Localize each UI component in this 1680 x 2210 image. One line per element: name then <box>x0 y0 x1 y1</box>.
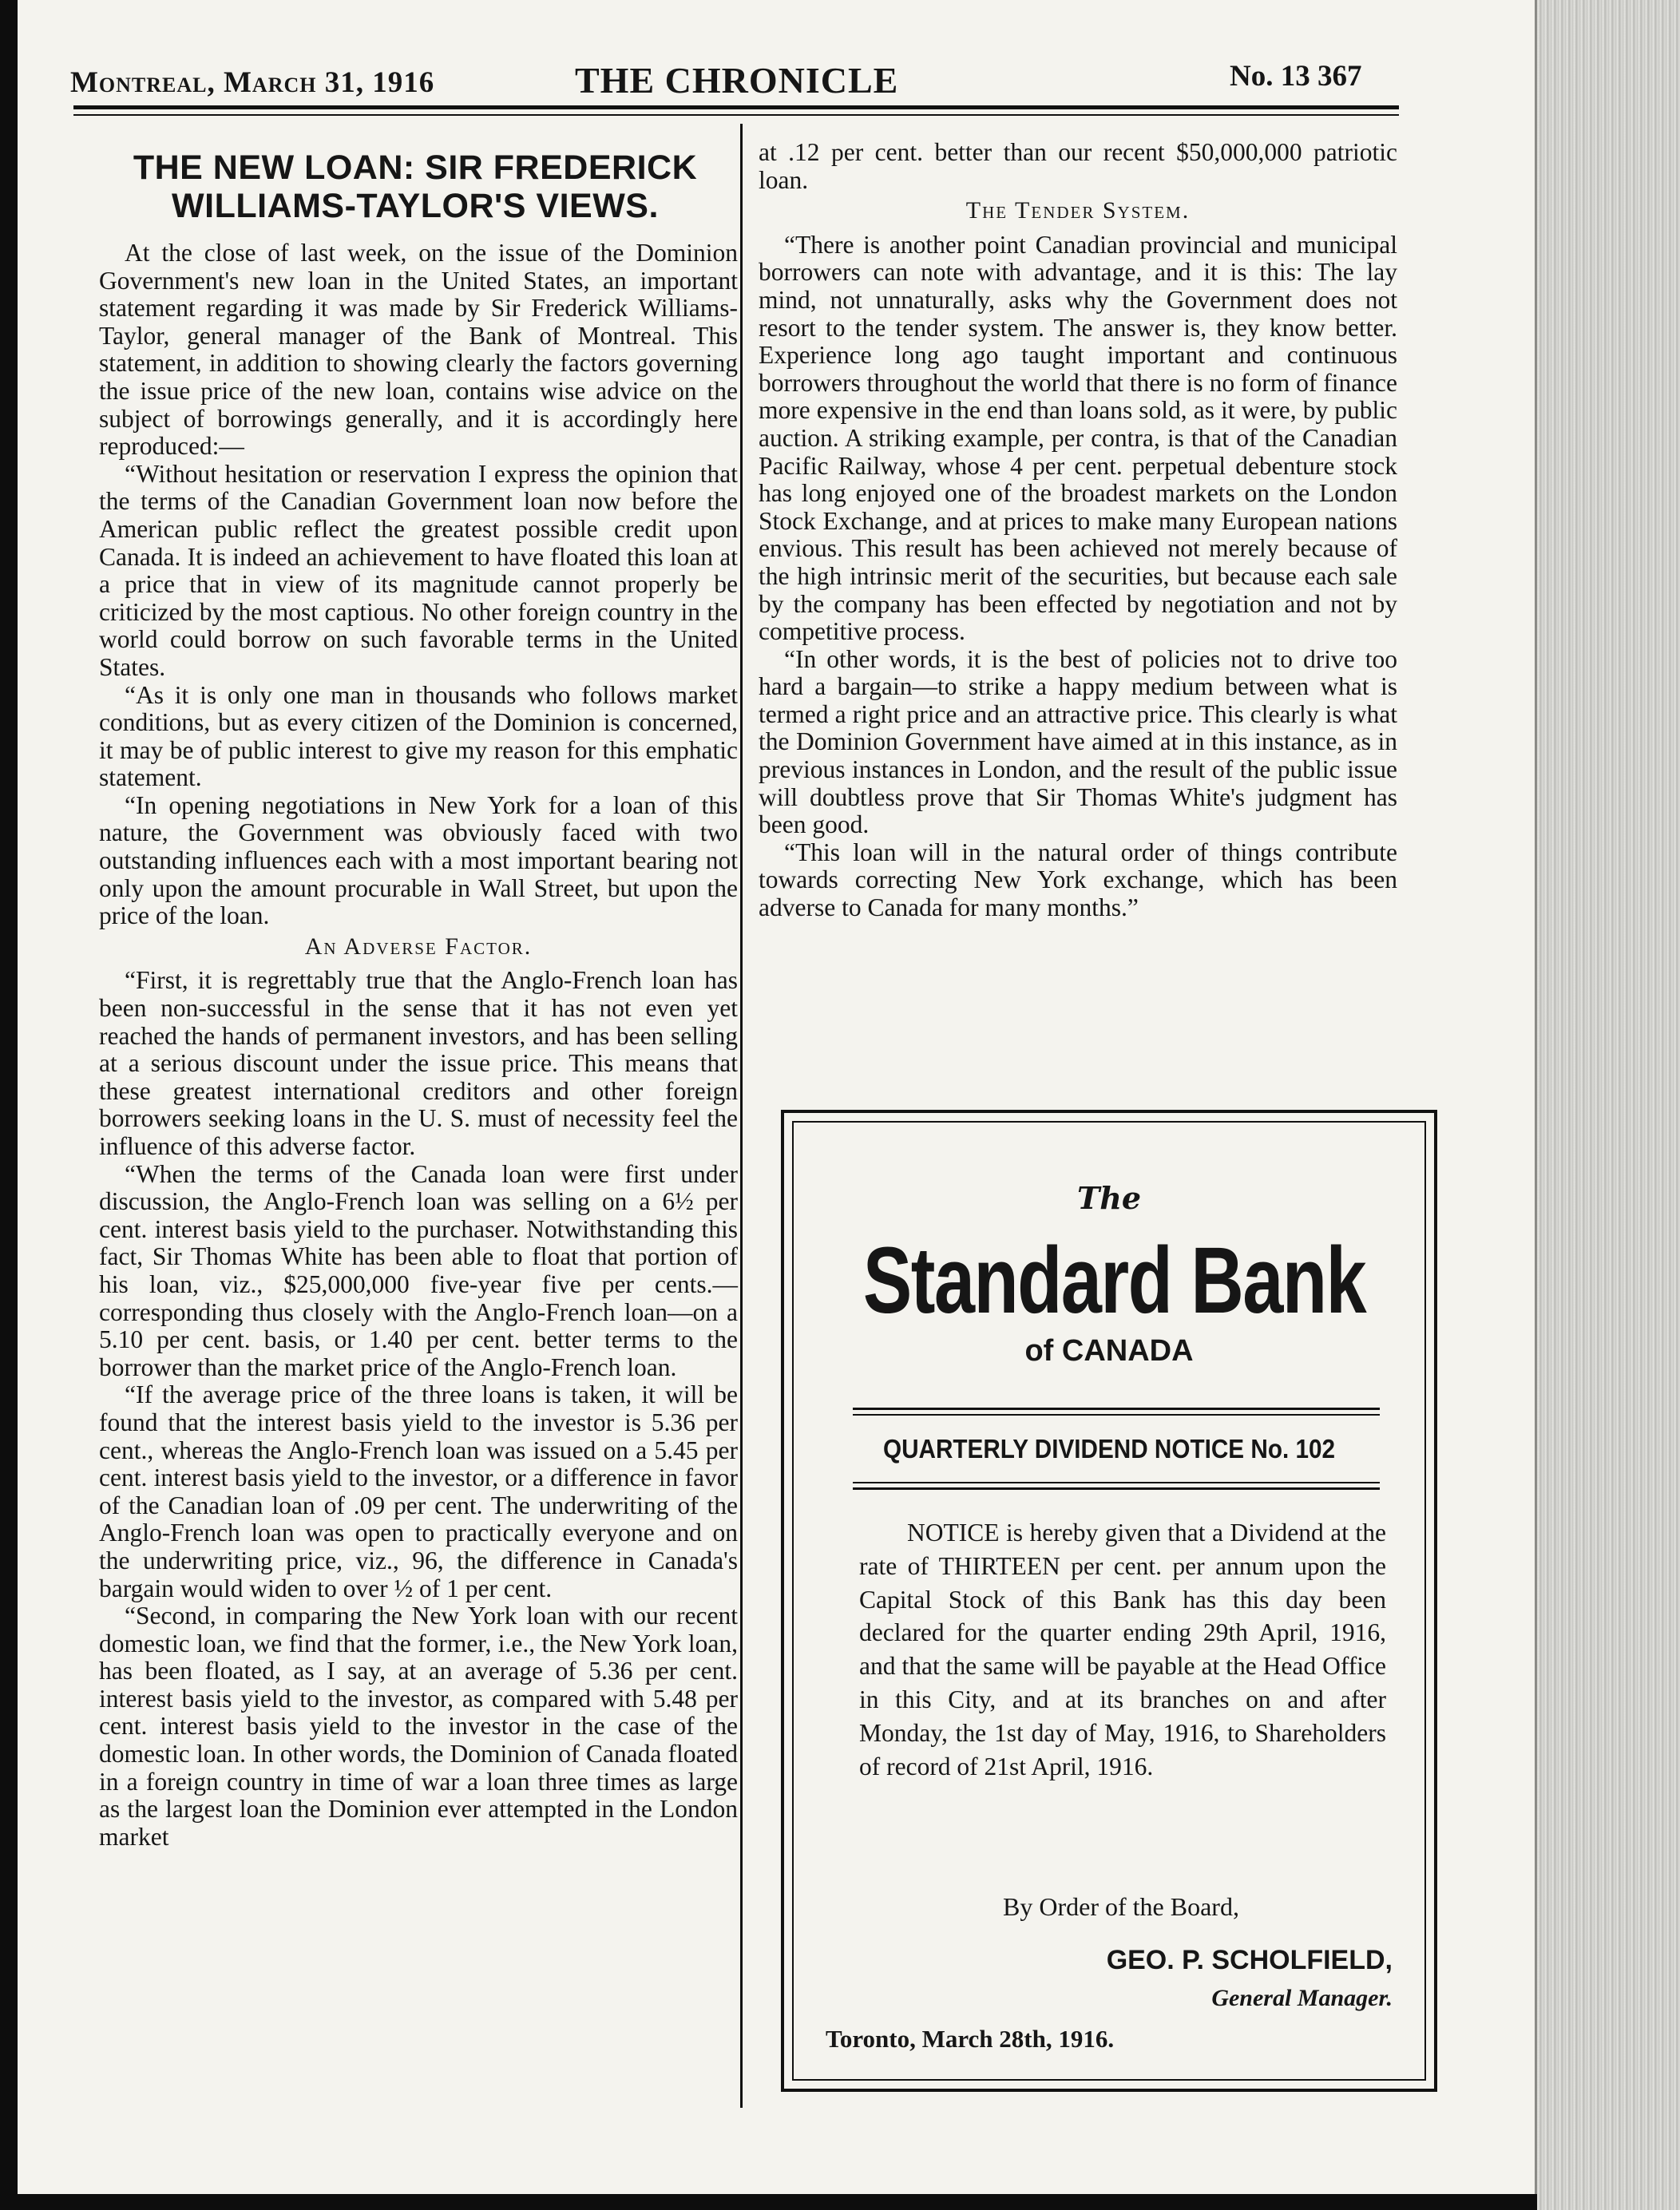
header-dateline: Montreal, March 31, 1916 <box>70 66 435 99</box>
article-headline <box>96 149 735 225</box>
ad-by-order: By Order of the Board, <box>1003 1892 1239 1921</box>
ad-signatory: GEO. P. SCHOLFIELD, <box>1106 1945 1393 1975</box>
ad-rule-bottom-1 <box>853 1482 1380 1483</box>
ad-the-label: The <box>1076 1180 1142 1216</box>
header-masthead: THE CHRONICLE <box>575 60 899 101</box>
ad-place-date: Toronto, March 28th, 1916. <box>826 2025 1115 2053</box>
advertisement-inner-border <box>792 1121 1426 2081</box>
ad-notice-title: QUARTERLY DIVIDEND NOTICE No. 102 <box>882 1434 1336 1463</box>
paragraph: “In opening negotiations in New York for a loan of this nature, the Government was obviously faced with two outstanding influences each with a most important bearing not only upon the amount procurable in Wall Street, but upon the price of the loan. <box>99 790 738 930</box>
ad-signatory-title: General Manager. <box>1211 1985 1393 2011</box>
right-column <box>759 139 1397 922</box>
ad-rule-bottom-2 <box>853 1487 1380 1490</box>
ad-rule-top-1 <box>853 1408 1380 1410</box>
bank-advertisement <box>781 1110 1437 2092</box>
headline-line-2: WILLIAMS-TAYLOR'S VIEWS. <box>172 187 659 225</box>
paragraph: “This loan will in the natural order of things contribute towards correcting New York exchange, which has been adverse to Canada for many months.” <box>759 838 1397 922</box>
paragraph-continuation: at .12 per cent. better than our recent $50,000,000 patriotic loan. <box>759 138 1397 194</box>
paragraph: “First, it is regrettably true that the Anglo-French loan has been non-successful in the sense that it has not even yet reached the hands of permanent investors, and has been selling at a serious discount under the issue price. This means that these greatest international creditors and other foreign borrowers seeking loans in the U. S. must of necessity feel the influence of this adverse factor. <box>99 966 738 1160</box>
headline-line-1: THE NEW LOAN: SIR FREDERICK <box>133 149 698 187</box>
column-divider <box>740 124 743 2108</box>
ad-rule-top-2 <box>853 1414 1380 1416</box>
subhead-adverse-factor: An Adverse Factor. <box>304 933 533 960</box>
header-rule-thin <box>73 114 1399 116</box>
paragraph: “As it is only one man in thousands who follows market conditions, but as every citizen of the Dominion is concerned, it may be of public interest to give my reason for this emphatic statement. <box>99 680 738 792</box>
ad-notice-body <box>859 1516 1386 1783</box>
ad-notice-text: NOTICE is hereby given that a Dividend at the rate of THIRTEEN per cent. per annum upon the Capital Stock of this Bank has this day been declared for the quarter ending 29th April, 1916, and that the same will be payable at the Head Office in this City, and at its branches on and after Monday, the 1st day of May, 1916, to Shareholders of record of 21st April, 1916. <box>859 1519 1386 1780</box>
paragraph: “Without hesitation or reservation I express the opinion that the terms of the Canadian Government loan now before the American public reflect the greatest possible credit upon Canada. It is indeed an achievement to have floated this loan at a price that in view of its magnitude cannot properly be criticized by the most captious. No other foreign country in the world could borrow on such favorable terms in the United States. <box>99 459 738 681</box>
paragraph: “There is another point Canadian provincial and municipal borrowers can note with advantage, and it is this: The lay mind, not unnaturally, asks why the Government does not resort to the tender system. The answer is, they know better. Experience long ago taught important and continuous borrowers throughout the world that there is no form of finance more expensive in the end than loans sold, as it were, by public auction. A striking example, per contra, is that of the Canadian Pacific Railway, whose 4 per cent. perpetual debenture stock has long enjoyed one of the broadest markets on the London Stock Exchange, and at prices to make many European nations envious. This result has been achieved not merely because of the high intrinsic merit of the securities, but because each sale by the company has been effected by negotiation and not by competitive process. <box>759 230 1397 646</box>
ad-of-canada: of CANADA <box>1024 1334 1194 1368</box>
paragraph: At the close of last week, on the issue of the Dominion Government's new loan in the United States, an important statement regarding it was made by Sir Frederick Williams-Taylor, general manager of the Bank of Montreal. This statement, in addition to showing clearly the factors governing the issue price of the new loan, contains wise advice on the subject of borrowings generally, and it is accordingly here reproduced:— <box>99 239 738 461</box>
left-column <box>99 240 738 1851</box>
paragraph: “If the average price of the three loans is taken, it will be found that the interest basis yield to the investor is 5.36 per cent., whereas the Anglo-French loan was issued on a 5.45 per cent. interest basis yield to the investor, or a difference in favor of the Canadian loan of .09 per cent. The underwriting of the Anglo-French loan was open to practically everyone and on the underwriting price, viz., 96, the difference in Canada's bargain would widen to over ½ of 1 per cent. <box>99 1380 738 1602</box>
page-edge-stack <box>1537 0 1680 2210</box>
paragraph: “In other words, it is the best of policies not to drive too hard a bargain—to strike a happy medium between what is termed a right price and an attractive price. This clearly is what the Dominion Government have aimed at in this instance, as in previous instances in London, and the result of the public issue will doubtless prove that Sir Thomas White's judgment has been good. <box>759 644 1397 839</box>
header-issue-page: No. 13 367 <box>1230 60 1362 93</box>
header-rule-thick <box>73 105 1399 109</box>
subhead-tender-system: The Tender System. <box>965 197 1191 224</box>
paragraph: “Second, in comparing the New York loan with our recent domestic loan, we find that the former, i.e., the New York loan, has been floated, as I say, at an average of 5.36 per cent. interest basis yield to the investor, as compared with 5.48 per cent. interest basis yield to the investor in the case of the domestic loan. In other words, the Dominion of Canada floated in a foreign country in time of war a loan three times as large as the largest loan the Dominion ever attempted in the London market <box>99 1602 738 1851</box>
paragraph: “When the terms of the Canada loan were first under discussion, the Anglo-French loan was selling on a 6½ per cent. interest basis yield to the purchaser. Notwithstanding this fact, Sir Thomas White has been able to float that portion of his loan, viz., $25,000,000 five-year five per cents.—corresponding thus closely with the Anglo-French loan—on a 5.10 per cent. basis, or 1.40 per cent. better terms to the borrower than the market price of the Anglo-French loan. <box>99 1159 738 1381</box>
ad-bank-name: Standard Bank <box>862 1228 1366 1333</box>
